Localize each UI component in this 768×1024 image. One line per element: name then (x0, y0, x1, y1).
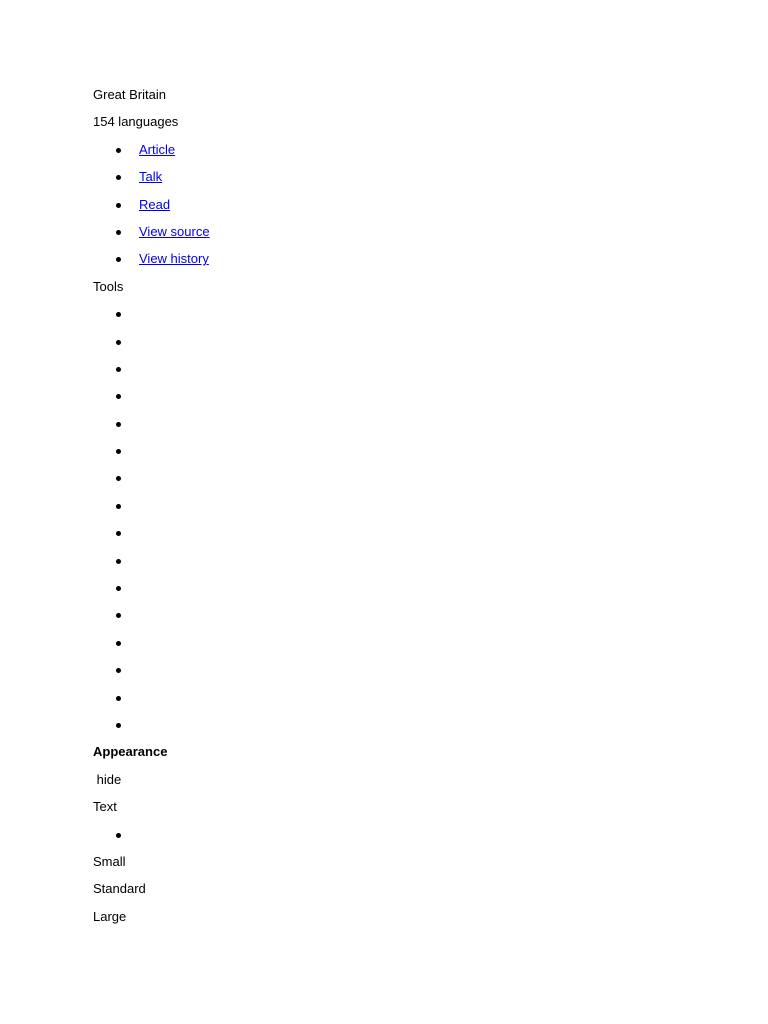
tools-list-item (93, 305, 733, 332)
text-size-option-small[interactable]: Small (93, 853, 126, 869)
tab-view-history[interactable]: View history (139, 251, 209, 267)
language-count[interactable]: 154 languages (93, 114, 179, 130)
text-size-option-large[interactable]: Large (93, 908, 127, 924)
list-item (93, 250, 733, 277)
tools-menu-label[interactable]: Tools (93, 278, 124, 294)
page-actions-list (93, 141, 733, 278)
text-size-list (93, 826, 733, 853)
tools-list-item (93, 606, 733, 633)
tools-list-item (93, 442, 733, 469)
tools-list-item (93, 716, 733, 743)
tools-list-item (93, 415, 733, 442)
page-title: Great Britain (93, 87, 166, 102)
tools-list-item (93, 333, 733, 360)
tools-list-item (93, 661, 733, 688)
tools-list-item (93, 360, 733, 387)
text-size-label: Text (93, 799, 117, 815)
list-item (93, 168, 733, 195)
text-size-option-standard[interactable]: Standard (93, 881, 146, 897)
tab-talk[interactable]: Talk (139, 169, 163, 185)
tools-list-item (93, 469, 733, 496)
tools-list-item (93, 387, 733, 414)
page-content (93, 86, 733, 935)
tab-read[interactable]: Read (139, 196, 171, 212)
tools-list (93, 305, 733, 743)
tools-list-item (93, 689, 733, 716)
tools-list-item (93, 524, 733, 551)
tools-list-item (93, 579, 733, 606)
appearance-heading: Appearance (93, 744, 168, 760)
list-item (93, 141, 733, 168)
list-item (93, 826, 733, 853)
list-item (93, 223, 733, 250)
tab-view-source[interactable]: View source (139, 223, 210, 239)
list-item (93, 196, 733, 223)
tools-list-item (93, 634, 733, 661)
appearance-hide-button[interactable]: hide (93, 771, 122, 787)
tab-article[interactable]: Article (139, 141, 176, 157)
tools-list-item (93, 497, 733, 524)
tools-list-item (93, 552, 733, 579)
